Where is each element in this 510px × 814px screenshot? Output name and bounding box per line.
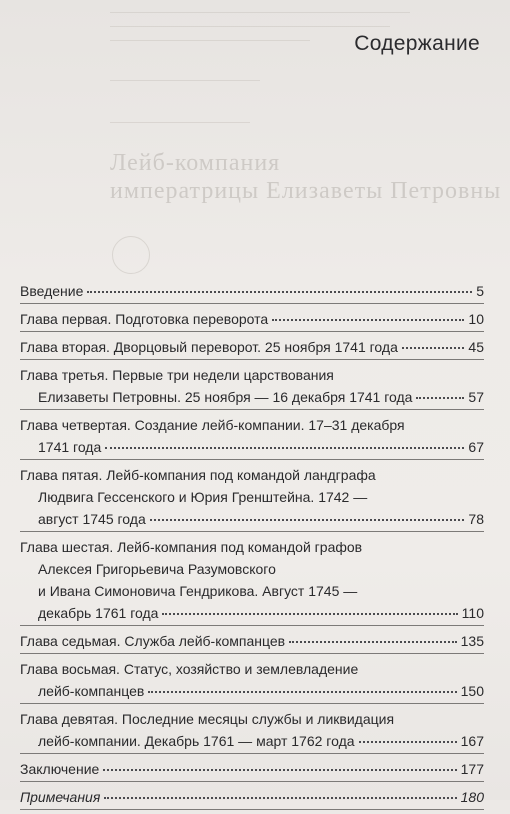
divider [20,703,484,704]
divider [20,409,484,410]
page-number: 45 [468,339,484,355]
toc-entry-title: август 1745 года [38,511,146,527]
toc-entry [20,758,484,780]
bleed-through-emblem [112,236,150,274]
page-number: 57 [468,389,484,405]
toc-entry-title: декабрь 1761 года [38,605,159,621]
page-number: 135 [460,633,484,649]
toc-entry-title: Введение [20,283,84,299]
bleed-through-line [110,26,390,27]
dot-leader [359,740,457,743]
divider [20,331,484,332]
toc-entry-line: Глава четвертая. Создание лейб-компании. 17–31 декабря [20,417,405,433]
toc-entry-line: Глава пятая. Лейб-компания под командой ландграфа [20,467,376,483]
dot-leader [105,446,464,449]
toc-entry-last-line [20,730,484,752]
toc-entry-line: Глава третья. Первые три недели царствования [20,367,334,383]
page-number: 67 [468,439,484,455]
page-number: 10 [468,311,484,327]
divider [20,753,484,754]
toc-entry-title: 1741 года [38,439,102,455]
page-number: 78 [468,511,484,527]
bleed-through-line [110,122,250,123]
toc-entry-title: лейб-компании. Декабрь 1761 — март 1762 года [38,733,355,749]
toc-entry-title: Заключение [20,761,100,777]
toc-entry [20,280,484,302]
dot-leader [416,396,464,399]
toc-entry-last-line [20,630,484,652]
toc-entry [20,336,484,358]
toc-entry [20,536,484,624]
dot-leader [402,346,465,349]
divider [20,653,484,654]
toc-entry [20,414,484,458]
bleed-through-line [110,12,410,13]
page-title: Содержание [354,32,480,55]
page-number: 5 [476,283,484,299]
toc-entry-line: Глава девятая. Последние месяцы службы и ликвидация [20,711,395,727]
toc-entry [20,708,484,752]
divider [20,625,484,626]
divider [20,359,484,360]
toc-entry-last-line [20,308,484,330]
toc-entry [20,364,484,408]
toc-entry-last-line [20,436,484,458]
toc-entry-line: и Ивана Симоновича Гендрикова. Август 1745 — [38,583,358,599]
bleed-through-text: Лейб-компания [110,150,281,176]
page-number: 177 [460,761,484,777]
page-number: 167 [460,733,484,749]
toc-entry-last-line [20,386,484,408]
dot-leader [272,318,464,321]
toc-entry-title: лейб-компанцев [38,683,145,699]
toc-entry-last-line [20,508,484,530]
table-of-contents [20,280,484,814]
toc-entry-line: Глава шестая. Лейб-компания под командой графов [20,539,363,555]
toc-entry-title: Примечания [20,789,101,805]
dot-leader [289,640,457,643]
toc-entry-line: Алексея Григорьевича Разумовского [38,561,276,577]
toc-entry [20,786,484,808]
divider [20,303,484,304]
dot-leader [162,612,457,615]
toc-entry-last-line [20,758,484,780]
toc-entry [20,464,484,530]
divider [20,809,484,810]
dot-leader [103,768,456,771]
toc-entry-last-line [20,280,484,302]
bleed-through-line [110,40,310,41]
toc-entry-last-line [20,336,484,358]
toc-entry-title: Глава седьмая. Служба лейб-компанцев [20,633,286,649]
divider [20,459,484,460]
toc-entry-title: Елизаветы Петровны. 25 ноября — 16 декабря 1741 года [38,389,413,405]
divider [20,531,484,532]
toc-entry [20,658,484,702]
dot-leader [104,796,456,799]
toc-entry [20,630,484,652]
bleed-through-line [110,80,260,81]
toc-entry-line: Глава восьмая. Статус, хозяйство и землевладение [20,661,359,677]
dot-leader [148,690,456,693]
toc-entry-last-line [20,680,484,702]
toc-entry-last-line [20,786,484,808]
toc-entry-title: Глава первая. Подготовка переворота [20,311,269,327]
dot-leader [150,518,465,521]
page-number: 150 [460,683,484,699]
toc-entry-line: Людвига Гессенского и Юрия Гренштейна. 1742 — [38,489,368,505]
toc-entry-title: Глава вторая. Дворцовый переворот. 25 ноября 1741 года [20,339,398,355]
toc-entry [20,308,484,330]
page-number: 110 [461,605,484,621]
toc-entry-last-line [20,602,484,624]
bleed-through-text: императрицы Елизаветы Петровны [110,178,502,204]
dot-leader [87,290,472,293]
page-number: 180 [460,789,484,805]
divider [20,781,484,782]
